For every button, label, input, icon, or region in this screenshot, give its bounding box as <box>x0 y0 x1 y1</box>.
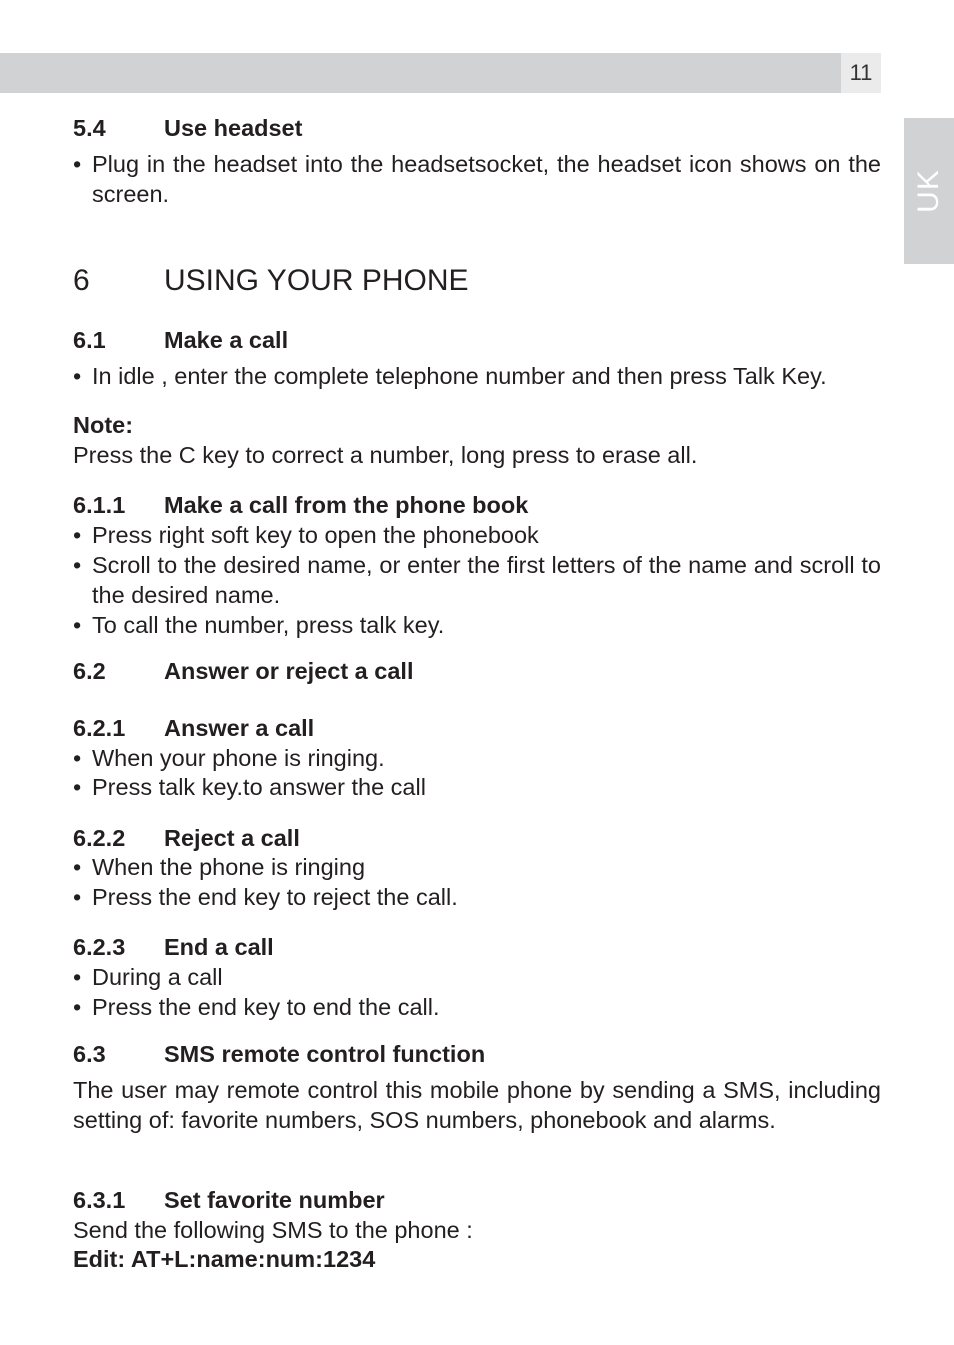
section-title: Make a call <box>164 327 289 353</box>
section-heading-6-2-3 <box>73 932 274 962</box>
bullet-dot: • <box>73 363 82 389</box>
bullet-dot: • <box>73 964 82 990</box>
section-title: Make a call from the phone book <box>164 492 529 518</box>
bullet-dot: • <box>73 994 82 1020</box>
sms-command: Edit: AT+L:name:num:1234 <box>73 1246 376 1272</box>
bullet-item <box>73 992 881 1022</box>
instruction-text: Send the following SMS to the phone : <box>73 1217 473 1243</box>
bullet-item <box>73 852 881 882</box>
bullet-text: When the phone is ringing <box>92 854 366 880</box>
bullet-dot: • <box>73 745 82 771</box>
bullet-text: During a call <box>92 964 223 990</box>
bullet-text: In idle , enter the complete telephone number and then press Talk Key. <box>92 363 827 389</box>
header-bar <box>0 53 841 93</box>
section-heading-6-2 <box>73 656 413 686</box>
bullet-text: Press right soft key to open the phonebook <box>92 522 539 548</box>
bullet-item <box>73 882 881 912</box>
section-heading-5-4 <box>73 113 302 143</box>
section-number: 6.2.3 <box>73 934 126 960</box>
bullet-item <box>73 962 881 992</box>
bullet-dot: • <box>73 774 82 800</box>
section-heading-6-2-2 <box>73 823 300 853</box>
section-title: Answer a call <box>164 715 315 741</box>
section-heading-6-1 <box>73 325 288 355</box>
bullet-dot: • <box>73 151 82 177</box>
section-title: Reject a call <box>164 825 300 851</box>
section-heading-6-3 <box>73 1039 485 1069</box>
bullet-dot: • <box>73 522 82 548</box>
bullet-item <box>73 361 881 391</box>
bullet-text: To call the number, press talk key. <box>92 612 445 638</box>
paragraph: The user may remote control this mobile phone by sending a SMS, including setting of: favorite numbers, SOS numbers, phonebook and alarms. <box>73 1077 881 1133</box>
section-number: 6.2 <box>73 658 106 684</box>
bullet-dot: • <box>73 612 82 638</box>
bullet-dot: • <box>73 884 82 910</box>
chapter-heading-6 <box>73 263 469 299</box>
bullet-item <box>73 550 881 610</box>
section-number: 5.4 <box>73 115 106 141</box>
section-heading-6-3-1 <box>73 1185 385 1215</box>
section-number: 6.3.1 <box>73 1187 126 1213</box>
section-number: 6.1.1 <box>73 492 126 518</box>
section-title: End a call <box>164 934 274 960</box>
bullet-dot: • <box>73 854 82 880</box>
language-tab-label: UK <box>912 169 945 213</box>
bullet-text: Press talk key.to answer the call <box>92 774 426 800</box>
bullet-item <box>73 520 881 550</box>
bullet-text: When your phone is ringing. <box>92 745 385 771</box>
note-label: Note: <box>73 412 134 438</box>
section-heading-6-1-1 <box>73 490 528 520</box>
section-number: 6.2.2 <box>73 825 126 851</box>
note-text: Press the C key to correct a number, long press to erase all. <box>73 442 698 468</box>
section-heading-6-2-1 <box>73 713 314 743</box>
bullet-item <box>73 772 881 802</box>
chapter-number: 6 <box>73 264 90 297</box>
section-number: 6.2.1 <box>73 715 126 741</box>
bullet-text: Plug in the headset into the headsetsocket, the headset icon shows on the screen. <box>92 151 881 207</box>
chapter-title: USING YOUR PHONE <box>164 264 469 297</box>
section-number: 6.1 <box>73 327 106 353</box>
bullet-item <box>73 149 881 209</box>
bullet-dot: • <box>73 552 82 578</box>
bullet-text: Press the end key to end the call. <box>92 994 440 1020</box>
section-title: Set favorite number <box>164 1187 385 1213</box>
section-title: Use headset <box>164 115 303 141</box>
bullet-text: Press the end key to reject the call. <box>92 884 458 910</box>
bullet-item <box>73 743 881 773</box>
section-title: SMS remote control function <box>164 1041 486 1067</box>
bullet-text: Scroll to the desired name, or enter the first letters of the name and scroll to the desired name. <box>92 552 881 608</box>
language-tab <box>904 118 954 264</box>
bullet-item <box>73 610 881 640</box>
page-number: 11 <box>841 53 881 93</box>
section-number: 6.3 <box>73 1041 106 1067</box>
section-title: Answer or reject a call <box>164 658 414 684</box>
